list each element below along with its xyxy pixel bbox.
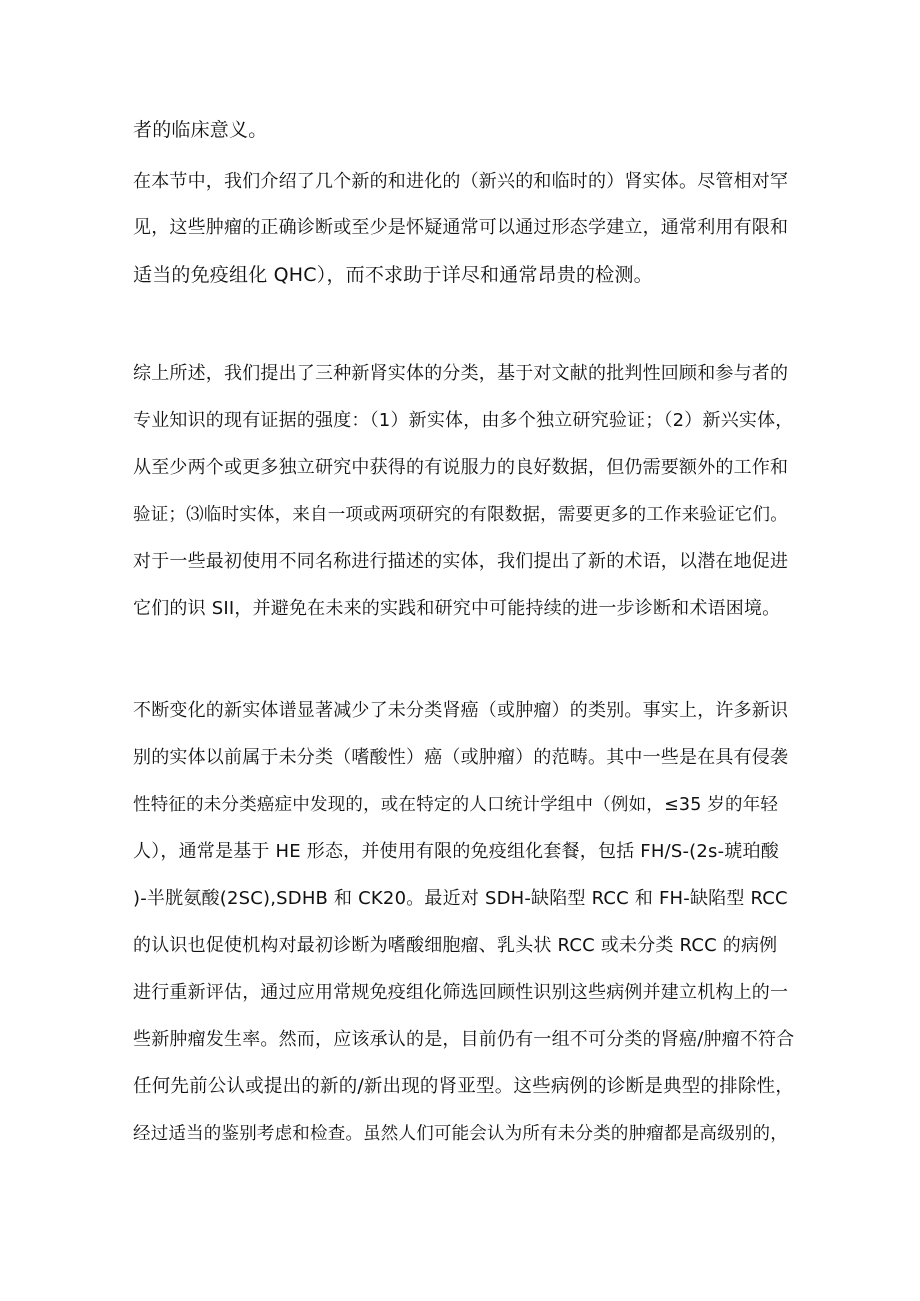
text-line: 专业知识的现有证据的强度：（1）新实体，由多个独立研究验证；（2）新兴实体， <box>133 410 794 431</box>
text-line: 经过适当的鉴别考虑和检查。虽然人们可能会认为所有未分类的肿瘤都是高级别的， <box>133 1124 788 1144</box>
text-line: 见，这些肿瘤的正确诊断或至少是怀疑通常可以通过形态学建立，通常利用有限和 <box>133 217 789 238</box>
text-line: 综上所述，我们提出了三种新肾实体的分类，基于对文献的批判性回顾和参与者的 <box>133 363 789 384</box>
text-line: 任何先前公认或提出的新的/新出现的肾亚型。这些病例的诊断是典型的排除性， <box>133 1076 794 1097</box>
text-line: 从至少两个或更多独立研究中获得的有说服力的良好数据，但仍需要额外的工作和 <box>133 457 789 478</box>
text-line: 的认识也促使机构对最初诊断为嗜酸细胞瘤、乳头状 RCC 或未分类 RCC 的病例 <box>133 935 778 956</box>
text-line: 它们的识 SII，并避免在未来的实践和研究中可能持续的进一步诊断和术语困境。 <box>133 598 781 619</box>
text-line: 人），通常是基于 HE 形态，并使用有限的免疫组化套餐，包括 FH/S-(2s-琥珀酸 <box>133 841 779 862</box>
text-line: 进行重新评估，通过应用常规免疫组化筛选回顾性识别这些病例并建立机构上的一 <box>133 982 789 1003</box>
text-line: 者的临床意义。 <box>133 119 268 141</box>
text-line: 适当的免疫组化 QHC），而不求助于详尽和通常昂贵的检测。 <box>133 264 653 286</box>
text-line: )-半胱氨酸(2SC),SDHB 和 CK20。最近对 SDH-缺陷型 RCC 和 FH-缺陷型 RCC <box>133 888 788 909</box>
text-line: 些新肿瘤发生率。然而，应该承认的是，目前仍有一组不可分类的肾癌/肿瘤不符合 <box>133 1029 795 1050</box>
text-line: 性特征的未分类癌症中发现的，或在特定的人口统计学组中（例如，≤35 岁的年轻 <box>133 795 779 815</box>
text-line: 在本节中，我们介绍了几个新的和进化的（新兴的和临时的）肾实体。尽管相对罕 <box>133 171 789 192</box>
text-line: 别的实体以前属于未分类（嗜酸性）癌（或肿瘤）的范畴。其中一些是在具有侵袭 <box>133 747 789 768</box>
text-line: 验证；⑶临时实体，来自一项或两项研究的有限数据，需要更多的工作来验证它们。 <box>133 505 788 525</box>
text-line: 对于一些最初使用不同名称进行描述的实体，我们提出了新的术语，以潜在地促进 <box>133 551 789 572</box>
text-line: 不断变化的新实体谱显著减少了未分类肾癌（或肿瘤）的类别。事实上，许多新识 <box>133 700 789 721</box>
